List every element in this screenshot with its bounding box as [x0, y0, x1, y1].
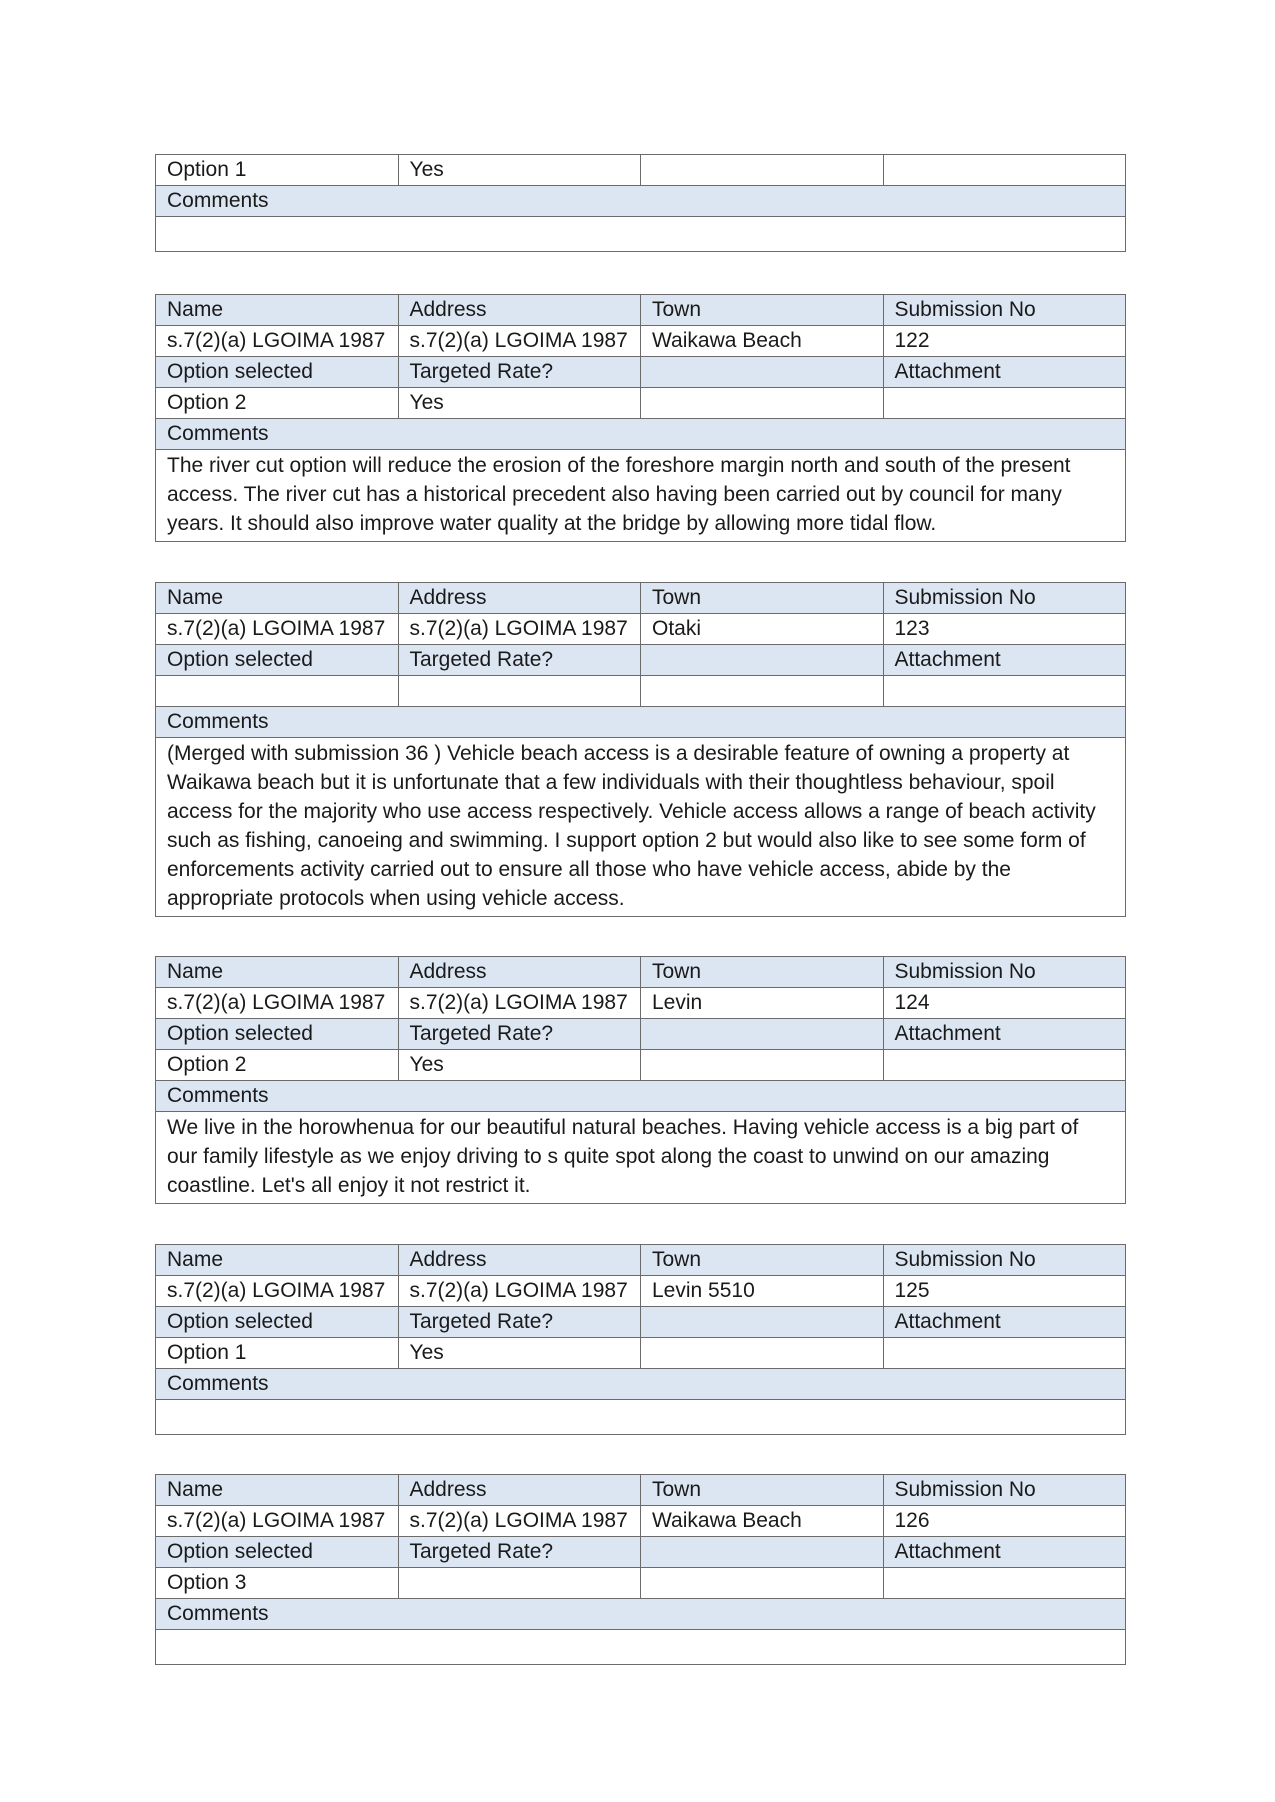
- comments-row: [156, 450, 1126, 542]
- town-header: Town: [641, 583, 884, 614]
- targeted-rate-value: Yes: [398, 1050, 641, 1081]
- attachment-label: Attachment: [883, 1307, 1126, 1338]
- name-value: s.7(2)(a) LGOIMA 1987: [156, 614, 399, 645]
- submission-table: [155, 294, 1126, 542]
- option-row: [156, 1050, 1126, 1081]
- option-selected-label: Option selected: [156, 1019, 399, 1050]
- submission-no-value: 122: [883, 326, 1126, 357]
- comments-row: [156, 738, 1126, 917]
- attachment-label: Attachment: [883, 1019, 1126, 1050]
- option-value: [156, 676, 399, 707]
- submission-no-header: Submission No: [883, 1245, 1126, 1276]
- address-header: Address: [398, 1475, 641, 1506]
- submission-table: [155, 582, 1126, 917]
- submission-no-value: 123: [883, 614, 1126, 645]
- empty-cell: [641, 357, 884, 388]
- town-value: Levin 5510: [641, 1276, 884, 1307]
- submission-table: [155, 154, 1126, 252]
- attachment-value: [883, 1338, 1126, 1369]
- town-value: Levin: [641, 988, 884, 1019]
- submission-table: [155, 1244, 1126, 1435]
- comments-row: [156, 217, 1126, 252]
- submission-no-value: 124: [883, 988, 1126, 1019]
- targeted-rate-value: Yes: [398, 155, 641, 186]
- labels-row: [156, 1537, 1126, 1568]
- comments-label: Comments: [156, 1081, 1126, 1112]
- targeted-rate-label: Targeted Rate?: [398, 645, 641, 676]
- town-header: Town: [641, 1475, 884, 1506]
- attachment-label: Attachment: [883, 357, 1126, 388]
- name-value: s.7(2)(a) LGOIMA 1987: [156, 1506, 399, 1537]
- empty-cell: [641, 1568, 884, 1599]
- comment-text: We live in the horowhenua for our beautiful natural beaches. Having vehicle access is a big part of our family lifestyle as we enjoy driving to s quite spot along the coast to unwind on our amazing coastline. Let's all enjoy it not restrict it.: [156, 1112, 1126, 1204]
- comments-label: Comments: [156, 419, 1126, 450]
- empty-cell: [641, 1537, 884, 1568]
- attachment-label: Attachment: [883, 1537, 1126, 1568]
- comments-label: Comments: [156, 186, 1126, 217]
- empty-cell: [641, 155, 884, 186]
- option-value: Option 1: [156, 1338, 399, 1369]
- address-value: s.7(2)(a) LGOIMA 1987: [398, 326, 641, 357]
- address-header: Address: [398, 583, 641, 614]
- option-value: Option 2: [156, 1050, 399, 1081]
- header-row: [156, 1245, 1126, 1276]
- comments-row: [156, 1400, 1126, 1435]
- comments-row: [156, 1630, 1126, 1665]
- town-header: Town: [641, 295, 884, 326]
- option-value: Option 1: [156, 155, 399, 186]
- attachment-value: [883, 1568, 1126, 1599]
- details-row: [156, 988, 1126, 1019]
- name-header: Name: [156, 583, 399, 614]
- comment-text: [156, 217, 1126, 252]
- comments-label: Comments: [156, 1369, 1126, 1400]
- targeted-rate-label: Targeted Rate?: [398, 1019, 641, 1050]
- empty-cell: [641, 1307, 884, 1338]
- submission-no-header: Submission No: [883, 295, 1126, 326]
- name-value: s.7(2)(a) LGOIMA 1987: [156, 988, 399, 1019]
- address-header: Address: [398, 957, 641, 988]
- header-row: [156, 1475, 1126, 1506]
- header-row: [156, 295, 1126, 326]
- empty-cell: [641, 388, 884, 419]
- empty-cell: [641, 1019, 884, 1050]
- submission-table: [155, 1474, 1126, 1665]
- comments-header-row: [156, 1081, 1126, 1112]
- name-header: Name: [156, 957, 399, 988]
- attachment-value: [883, 676, 1126, 707]
- targeted-rate-value: Yes: [398, 1338, 641, 1369]
- targeted-rate-label: Targeted Rate?: [398, 357, 641, 388]
- name-value: s.7(2)(a) LGOIMA 1987: [156, 326, 399, 357]
- submission-table: [155, 956, 1126, 1204]
- comment-text: The river cut option will reduce the erosion of the foreshore margin north and south of the present access. The river cut has a historical precedent also having been carried out by council for many years. It should also improve water quality at the bridge by allowing more tidal flow.: [156, 450, 1126, 542]
- empty-cell: [641, 645, 884, 676]
- targeted-rate-label: Targeted Rate?: [398, 1537, 641, 1568]
- town-value: Waikawa Beach: [641, 1506, 884, 1537]
- address-value: s.7(2)(a) LGOIMA 1987: [398, 614, 641, 645]
- attachment-value: [883, 155, 1126, 186]
- town-header: Town: [641, 957, 884, 988]
- option-value: Option 2: [156, 388, 399, 419]
- targeted-rate-value: [398, 1568, 641, 1599]
- option-selected-label: Option selected: [156, 645, 399, 676]
- details-row: [156, 1276, 1126, 1307]
- comment-text: [156, 1630, 1126, 1665]
- comments-label: Comments: [156, 1599, 1126, 1630]
- details-row: [156, 614, 1126, 645]
- option-selected-label: Option selected: [156, 357, 399, 388]
- header-row: [156, 583, 1126, 614]
- address-value: s.7(2)(a) LGOIMA 1987: [398, 1506, 641, 1537]
- address-value: s.7(2)(a) LGOIMA 1987: [398, 1276, 641, 1307]
- details-row: [156, 326, 1126, 357]
- submission-no-value: 126: [883, 1506, 1126, 1537]
- targeted-rate-value: [398, 676, 641, 707]
- comment-text: [156, 1400, 1126, 1435]
- address-header: Address: [398, 295, 641, 326]
- option-selected-label: Option selected: [156, 1537, 399, 1568]
- comments-header-row: [156, 707, 1126, 738]
- attachment-value: [883, 388, 1126, 419]
- name-header: Name: [156, 1475, 399, 1506]
- labels-row: [156, 357, 1126, 388]
- labels-row: [156, 1019, 1126, 1050]
- labels-row: [156, 645, 1126, 676]
- option-row: [156, 388, 1126, 419]
- comments-header-row: [156, 1599, 1126, 1630]
- labels-row: [156, 1307, 1126, 1338]
- option-row: [156, 155, 1126, 186]
- name-value: s.7(2)(a) LGOIMA 1987: [156, 1276, 399, 1307]
- targeted-rate-label: Targeted Rate?: [398, 1307, 641, 1338]
- details-row: [156, 1506, 1126, 1537]
- option-row: [156, 1568, 1126, 1599]
- targeted-rate-value: Yes: [398, 388, 641, 419]
- empty-cell: [641, 1338, 884, 1369]
- submission-no-header: Submission No: [883, 1475, 1126, 1506]
- address-value: s.7(2)(a) LGOIMA 1987: [398, 988, 641, 1019]
- option-selected-label: Option selected: [156, 1307, 399, 1338]
- header-row: [156, 957, 1126, 988]
- address-header: Address: [398, 1245, 641, 1276]
- comment-text: (Merged with submission 36 ) Vehicle beach access is a desirable feature of owning a property at Waikawa beach but it is unfortunate that a few individuals with their thoughtless behaviour, spoil access for the majority who use access respectively. Vehicle access allows a range of beach activity such as fishing, canoeing and swimming. I support option 2 but would also like to see some form of enforcements activity carried out to ensure all those who have vehicle access, abide by the appropriate protocols when using vehicle access.: [156, 738, 1126, 917]
- town-header: Town: [641, 1245, 884, 1276]
- comments-header-row: [156, 186, 1126, 217]
- town-value: Otaki: [641, 614, 884, 645]
- town-value: Waikawa Beach: [641, 326, 884, 357]
- comments-header-row: [156, 1369, 1126, 1400]
- empty-cell: [641, 676, 884, 707]
- name-header: Name: [156, 295, 399, 326]
- comments-header-row: [156, 419, 1126, 450]
- option-row: [156, 1338, 1126, 1369]
- option-row: [156, 676, 1126, 707]
- name-header: Name: [156, 1245, 399, 1276]
- attachment-label: Attachment: [883, 645, 1126, 676]
- comments-label: Comments: [156, 707, 1126, 738]
- submission-no-value: 125: [883, 1276, 1126, 1307]
- attachment-value: [883, 1050, 1126, 1081]
- option-value: Option 3: [156, 1568, 399, 1599]
- comments-row: [156, 1112, 1126, 1204]
- empty-cell: [641, 1050, 884, 1081]
- submission-no-header: Submission No: [883, 583, 1126, 614]
- submission-no-header: Submission No: [883, 957, 1126, 988]
